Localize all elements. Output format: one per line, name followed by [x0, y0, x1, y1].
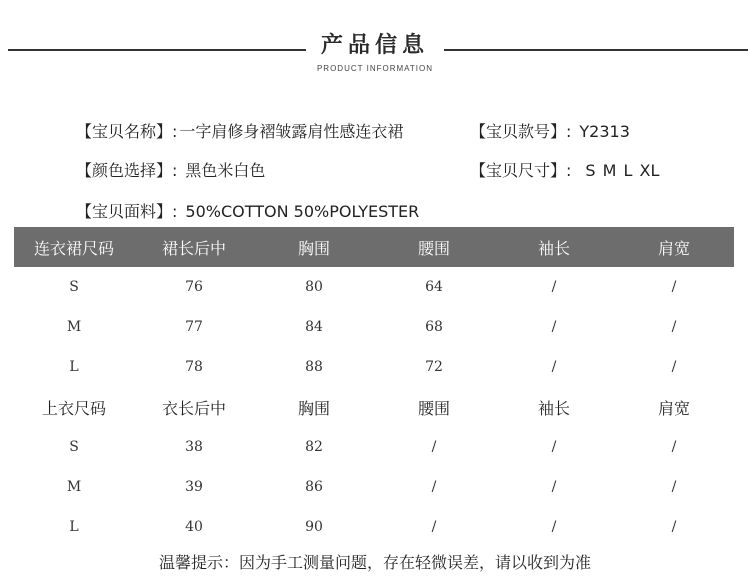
product-name-label: 【宝贝名称】 — [76, 122, 173, 141]
fabric-line — [76, 200, 419, 224]
table-cell: / — [671, 279, 677, 295]
table-header-cell: 肩宽 — [614, 227, 734, 267]
table-cell: / — [551, 279, 557, 295]
table-cell: 38 — [185, 439, 203, 455]
section-subtitle: PRODUCT INFORMATION — [316, 64, 434, 73]
table-cell: 90 — [305, 519, 323, 535]
product-name-value: 一字肩修身褶皱露肩性感连衣裙 — [179, 122, 404, 141]
table-cell: 78 — [185, 359, 203, 375]
table-cell: S — [69, 439, 79, 455]
table-cell: 76 — [185, 279, 203, 295]
table-header-cell: 袖长 — [494, 227, 614, 267]
fabric-value: 50%COTTON 50%POLYESTER — [185, 202, 420, 221]
color-line — [76, 159, 265, 183]
size-chart-table — [14, 227, 734, 547]
table-cell: / — [551, 519, 557, 535]
table-cell: 77 — [185, 319, 203, 335]
table-cell: 86 — [305, 479, 323, 495]
table-cell: S — [69, 279, 79, 295]
table-row — [14, 267, 734, 307]
table-cell: / — [671, 479, 677, 495]
header-rule-right — [444, 49, 748, 51]
table-cell: L — [69, 359, 79, 375]
size-line — [470, 159, 659, 183]
table-header-cell: 腰围 — [374, 227, 494, 267]
table-header-cell: 肩宽 — [657, 398, 690, 418]
table-header-cell: 胸围 — [297, 398, 330, 418]
size-label: 【宝贝尺寸】 — [470, 161, 567, 180]
product-name-separator: : — [172, 122, 178, 141]
table-cell: L — [69, 519, 79, 535]
table-header-cell: 胸围 — [254, 227, 374, 267]
section-header — [0, 24, 750, 80]
table-cell: 82 — [305, 439, 323, 455]
table-cell: 68 — [425, 319, 443, 335]
table-cell: / — [551, 319, 557, 335]
top-header-row — [14, 387, 734, 427]
table-cell: 40 — [185, 519, 203, 535]
style-number-value: Y2313 — [579, 122, 630, 141]
table-row — [14, 307, 734, 347]
section-title: 产品信息 — [320, 33, 429, 58]
table-cell: / — [671, 439, 677, 455]
table-row — [14, 347, 734, 387]
table-row — [14, 507, 734, 547]
product-name-line — [76, 120, 403, 144]
table-cell: / — [671, 359, 677, 375]
table-cell: / — [671, 519, 677, 535]
table-cell: / — [431, 439, 437, 455]
color-separator: : — [172, 161, 178, 180]
table-header-cell: 连衣裙尺码 — [14, 227, 134, 267]
table-header-cell: 袖长 — [537, 398, 570, 418]
table-cell: / — [431, 519, 437, 535]
measurement-note: 温馨提示：因为手工测量问题，存在轻微误差，请以收到为准 — [158, 553, 591, 572]
fabric-separator: : — [172, 202, 178, 221]
table-cell: 64 — [425, 279, 443, 295]
size-separator: : — [566, 161, 572, 180]
table-cell: 88 — [305, 359, 323, 375]
fabric-label: 【宝贝面料】 — [76, 202, 173, 221]
header-rule-left — [8, 49, 306, 51]
table-cell: 84 — [305, 319, 323, 335]
table-cell: M — [66, 479, 82, 495]
table-cell: / — [551, 439, 557, 455]
table-cell: 72 — [425, 359, 443, 375]
table-cell: / — [551, 479, 557, 495]
style-number-line — [470, 120, 630, 144]
color-label: 【颜色选择】 — [76, 161, 173, 180]
style-number-label: 【宝贝款号】 — [470, 122, 567, 141]
style-number-separator: : — [566, 122, 572, 141]
table-header-cell: 衣长后中 — [161, 398, 226, 418]
table-cell: M — [66, 319, 82, 335]
color-value: 黑色米白色 — [185, 161, 266, 180]
table-cell: 39 — [185, 479, 203, 495]
table-header-cell: 上衣尺码 — [41, 398, 106, 418]
table-header-cell: 裙长后中 — [134, 227, 254, 267]
dress-header-row — [14, 227, 734, 267]
size-value: S M L XL — [585, 161, 660, 180]
table-cell: / — [671, 319, 677, 335]
table-row — [14, 427, 734, 467]
table-cell: / — [431, 479, 437, 495]
table-header-cell: 腰围 — [417, 398, 450, 418]
table-cell: / — [551, 359, 557, 375]
table-cell: 80 — [305, 279, 323, 295]
table-row — [14, 467, 734, 507]
